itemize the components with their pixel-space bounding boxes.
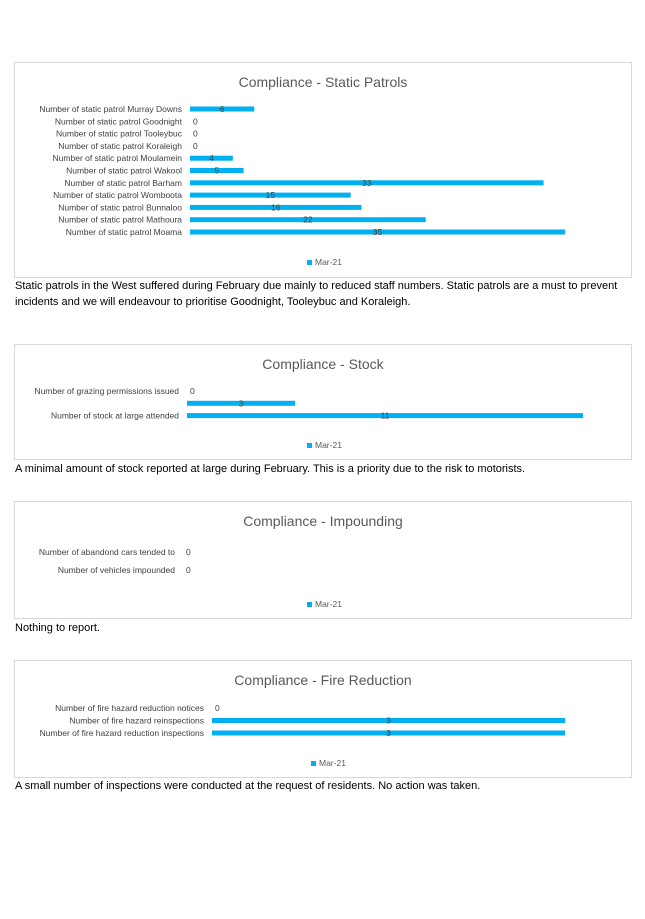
legend-label: Mar-21	[315, 599, 342, 609]
category-label: Number of grazing permissions issued	[34, 386, 179, 396]
category-label: Number of stock at large attended	[50, 410, 179, 421]
static-patrols-svg	[15, 63, 631, 277]
data-label: 0	[186, 547, 191, 557]
data-label: 0	[193, 140, 198, 151]
data-label: 0	[193, 116, 198, 127]
chart-title: Compliance - Impounding	[243, 513, 403, 529]
chart-static-patrols	[14, 62, 632, 278]
fire-reduction-svg	[15, 661, 631, 777]
chart-title: Compliance - Fire Reduction	[234, 672, 412, 688]
chart-fire-reduction	[14, 660, 632, 778]
chart-title: Compliance - Static Patrols	[238, 74, 408, 90]
chart-title: Compliance - Stock	[262, 356, 384, 372]
data-label: 11	[380, 410, 390, 421]
data-label: 22	[303, 214, 313, 225]
chart-stock	[14, 344, 632, 460]
caption-impounding: Nothing to report.	[15, 622, 100, 634]
legend-swatch	[307, 443, 312, 448]
data-label: 0	[193, 128, 198, 139]
data-label: 3	[238, 398, 244, 409]
category-label: Number of static patrol Moulamein	[52, 153, 182, 164]
legend-label: Mar-21	[315, 257, 342, 267]
legend-swatch	[307, 602, 312, 607]
legend-label: Mar-21	[315, 440, 342, 450]
data-label: 15	[265, 190, 276, 201]
data-label: 0	[215, 703, 220, 713]
category-label: Number of fire hazard reduction notices	[55, 703, 204, 713]
impounding-svg	[15, 502, 631, 618]
category-label: Number of fire hazard reinspections	[69, 715, 204, 726]
category-label: Number of static patrol Koraleigh	[58, 140, 182, 151]
data-label: 3	[386, 728, 391, 738]
data-label: 0	[190, 386, 195, 396]
caption-fire-reduction: A small number of inspections were conducted at the request of residents. No action was taken.	[15, 780, 481, 792]
data-label: 4	[209, 153, 214, 164]
caption-stock: A minimal amount of stock reported at large during February. This is a priority due to the risk to motorists.	[15, 463, 526, 475]
data-label: 16	[270, 202, 281, 213]
data-label: 35	[372, 227, 383, 237]
data-label: 6	[219, 104, 225, 114]
category-label: Number of static patrol Goodnight	[54, 116, 182, 127]
category-label: Number of static patrol Mathoura	[58, 214, 182, 225]
category-label: Number of static patrol Murray Downs	[39, 104, 182, 114]
category-label: Number of static patrol Bunnaloo	[58, 202, 182, 213]
data-label: 3	[386, 715, 391, 726]
legend-swatch	[307, 260, 312, 265]
caption-static-patrols: Static patrols in the West suffered during February due mainly to reduced staff numbers. Static patrols are a must to prevent incidents and we will endeavour to prioritise Goodnight, Tooleybuc and Koraleigh.	[15, 280, 618, 308]
category-label: Number of static patrol Womboota	[53, 190, 182, 201]
category-label: Number of static patrol Tooleybuc	[56, 128, 182, 139]
category-label: Number of static patrol Wakool	[66, 165, 182, 176]
legend-label: Mar-21	[319, 758, 346, 768]
chart-impounding	[14, 501, 632, 619]
stock-svg	[15, 345, 631, 459]
data-label: 0	[186, 565, 191, 575]
category-label: Number of vehicles impounded	[57, 565, 175, 575]
category-label: Number of static patrol Moama	[65, 227, 182, 237]
category-label: Number of abandond cars tended to	[38, 547, 175, 557]
category-label: Number of fire hazard reduction inspections	[39, 728, 204, 738]
legend-swatch	[311, 761, 316, 766]
data-label: 33	[362, 177, 372, 188]
category-label: Number of static patrol Barham	[64, 177, 182, 188]
data-label: 5	[214, 165, 220, 176]
